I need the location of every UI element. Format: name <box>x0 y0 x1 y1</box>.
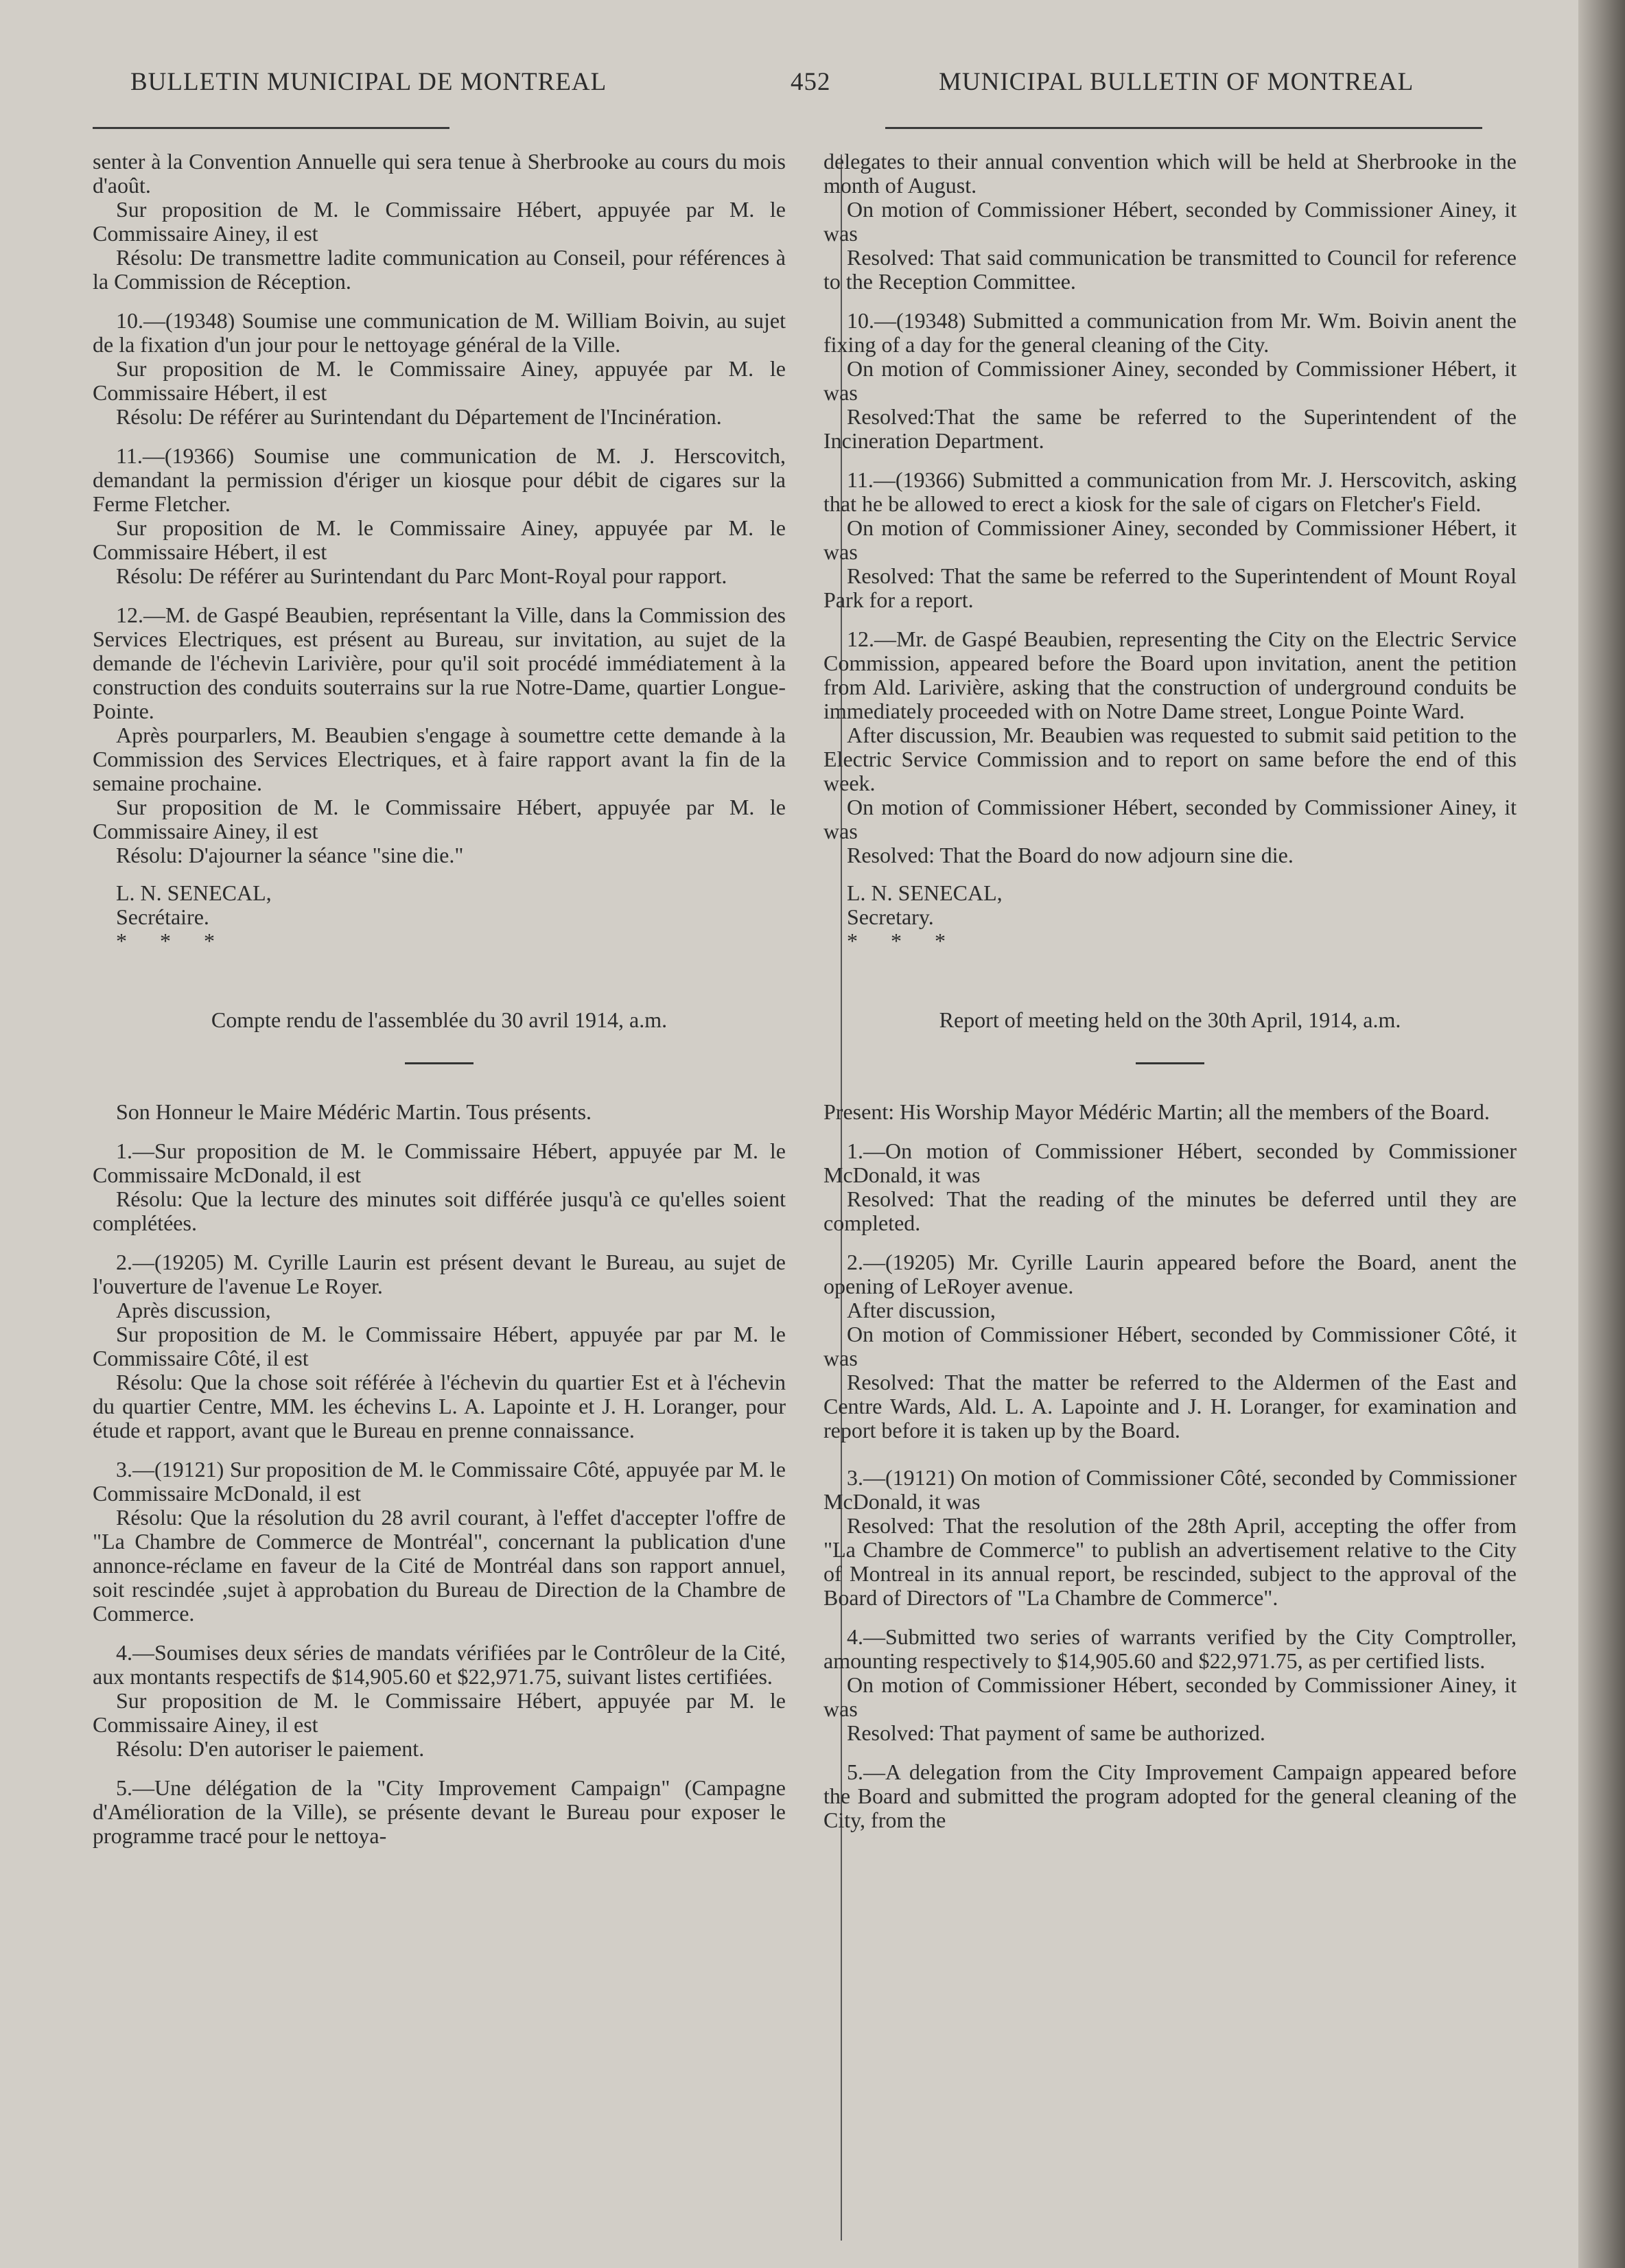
header-rule-left <box>93 127 449 129</box>
paragraph: 1.—On motion of Commissioner Hébert, seconded by Commissioner McDonald, it was <box>823 1138 1517 1187</box>
header-rule-right <box>885 127 1482 129</box>
paragraph: Resolved: That payment of same be authorized. <box>847 1720 1265 1745</box>
report-title: Report of meeting held on the 30th April, 1914, a.m. <box>939 1007 1401 1032</box>
paragraph: Sur proposition de M. le Commissaire Hébert, appuyée par M. le Commissaire Ainey, il est <box>93 795 786 843</box>
paragraph: On motion of Commissioner Ainey, seconded by Commissioner Hébert, it was <box>823 356 1517 405</box>
paragraph: Sur proposition de M. le Commissaire Hébert, appuyée par M. le Commissaire Ainey, il est <box>93 1688 786 1737</box>
paragraph: Sur proposition de M. le Commissaire Hébert, appuyée par M. le Commissaire Ainey, il est <box>93 197 786 246</box>
paragraph: Résolu: Que la lecture des minutes soit différée jusqu'à ce qu'elles soient complétées. <box>93 1186 786 1235</box>
signature-title: Secretary. <box>847 904 934 929</box>
paragraph: 5.—A delegation from the City Improvement Campaign appeared before the Board and submitted the program adopted for the general cleaning of the City, from the <box>823 1760 1517 1832</box>
paragraph: Resolved: That the resolution of the 28th April, accepting the offer from "La Chambre de Commerce" to publish an advertisement relative to the City of Montreal in its annual report, be rescinded, subject to the approval of the Board of Directors of "La Chambre de Commerce". <box>823 1513 1517 1610</box>
paragraph: Après discussion, <box>116 1298 271 1322</box>
paragraph: On motion of Commissioner Ainey, seconded by Commissioner Hébert, it was <box>823 515 1517 564</box>
paragraph: 4.—Soumises deux séries de mandats vérifiées par le Contrôleur de la Cité, aux montants respectifs de $14,905.60 et $22,971.75, suivant listes certifiées. <box>93 1640 786 1689</box>
paragraph: 10.—(19348) Soumise une communication de M. William Boivin, au sujet de la fixation d'un jour pour le nettoyage général de la Ville. <box>93 308 786 357</box>
paragraph: 2.—(19205) Mr. Cyrille Laurin appeared before the Board, anent the opening of LeRoyer avenue. <box>823 1250 1517 1298</box>
signature-name: L. N. SENECAL, <box>847 880 1003 905</box>
paragraph: Résolu: De transmettre ladite communication au Conseil, pour références à la Commission de Réception. <box>93 245 786 294</box>
paragraph: Resolved: That said communication be transmitted to Council for reference to the Reception Committee. <box>823 245 1517 294</box>
paragraph: 3.—(19121) Sur proposition de M. le Commissaire Côté, appuyée par M. le Commissaire McDonald, il est <box>93 1457 786 1506</box>
signature-title: Secrétaire. <box>116 904 209 929</box>
paragraph: 5.—Une délégation de la "City Improvement Campaign" (Campagne d'Amélioration de la Ville), se présente devant le Bureau pour exposer le programme tracé pour le nettoya- <box>93 1775 786 1848</box>
paragraph: 3.—(19121) On motion of Commissioner Côté, seconded by Commissioner McDonald, it was <box>823 1465 1517 1514</box>
paragraph: Sur proposition de M. le Commissaire Hébert, appuyée par par M. le Commissaire Côté, il est <box>93 1322 786 1370</box>
paragraph: Résolu: D'en autoriser le paiement. <box>116 1736 425 1761</box>
paragraph: 2.—(19205) M. Cyrille Laurin est présent devant le Bureau, au sujet de l'ouverture de l'avenue Le Royer. <box>93 1250 786 1298</box>
signature-name: L. N. SENECAL, <box>116 880 272 905</box>
section-separator: * * * <box>116 928 229 953</box>
paragraph: 12.—M. de Gaspé Beaubien, représentant la Ville, dans la Commission des Services Electriques, est présent au Bureau, sur invitation, au sujet de la demande de l'échevin Larivière, pour qu'il soit procédé immédiatement à la construction des conduits souterrains sur la rue Notre-Dame, quartier Longue-Pointe. <box>93 603 786 723</box>
report-title: Compte rendu de l'assemblée du 30 avril 1914, a.m. <box>211 1007 668 1032</box>
paragraph: 4.—Submitted two series of warrants verified by the City Comptroller, amounting respectively to $14,905.60 and $22,971.75, as per certified lists. <box>823 1624 1517 1673</box>
paragraph: 10.—(19348) Submitted a communication from Mr. Wm. Boivin anent the fixing of a day for the general cleaning of the City. <box>823 308 1517 357</box>
title-rule <box>405 1062 474 1064</box>
paragraph: Résolu: De référer au Surintendant du Parc Mont-Royal pour rapport. <box>116 563 727 588</box>
french-column <box>93 150 786 1848</box>
paragraph: On motion of Commissioner Hébert, seconded by Commissioner Ainey, it was <box>823 1672 1517 1721</box>
paragraph: Resolved: That the Board do now adjourn sine die. <box>847 843 1294 867</box>
english-column <box>823 150 1517 1832</box>
paragraph: After discussion, Mr. Beaubien was requested to submit said petition to the Electric Service Commission and to report on same before the end of this week. <box>823 723 1517 795</box>
paragraph: Résolu: De référer au Surintendant du Département de l'Incinération. <box>116 404 722 429</box>
paragraph: Resolved:That the same be referred to the Superintendent of the Incineration Department. <box>823 404 1517 453</box>
paragraph: delegates to their annual convention which will be held at Sherbrooke in the month of August. <box>823 149 1517 198</box>
paragraph: 11.—(19366) Submitted a communication from Mr. J. Herscovitch, asking that he be allowed to erect a kiosk for the sale of cigars on Fletcher's Field. <box>823 467 1517 516</box>
paragraph: 1.—Sur proposition de M. le Commissaire Hébert, appuyée par M. le Commissaire McDonald, il est <box>93 1138 786 1187</box>
page-number: 452 <box>791 68 831 96</box>
paragraph: Résolu: D'ajourner la séance "sine die." <box>116 843 464 867</box>
section-separator: * * * <box>847 928 959 953</box>
header-right-title: MUNICIPAL BULLETIN OF MONTREAL <box>939 68 1414 96</box>
paragraph: On motion of Commissioner Hébert, seconded by Commissioner Ainey, it was <box>823 795 1517 843</box>
header-left-title: BULLETIN MUNICIPAL DE MONTREAL <box>130 68 607 96</box>
paragraph: Après pourparlers, M. Beaubien s'engage à soumettre cette demande à la Commission des Services Electriques, et à faire rapport avant la fin de la semaine prochaine. <box>93 723 786 795</box>
paragraph: Resolved: That the same be referred to the Superintendent of Mount Royal Park for a report. <box>823 563 1517 612</box>
paragraph: Résolu: Que la résolution du 28 avril courant, à l'effet d'accepter l'offre de "La Chambre de Commerce de Montréal", concernant la publication d'une annonce-réclame en faveur de la Cité de Montréal dans son rapport annuel, soit rescindée ,sujet à approbation du Bureau de Direction de la Chambre de Commerce. <box>93 1505 786 1626</box>
paragraph: 12.—Mr. de Gaspé Beaubien, representing the City on the Electric Service Commission, appeared before the Board upon invitation, anent the petition from Ald. Larivière, asking that the construction of underground conduits be immediately proceeded with on Notre Dame street, Longue Pointe Ward. <box>823 627 1517 723</box>
paragraph: On motion of Commissioner Hébert, seconded by Commissioner Ainey, it was <box>823 197 1517 246</box>
page-edge-shadow <box>1578 0 1625 2268</box>
paragraph: Résolu: Que la chose soit référée à l'échevin du quartier Est et à l'échevin du quartier Centre, MM. les échevins L. A. Lapointe et J. H. Loranger, pour étude et rapport, avant que le Bureau en prenne connaissance. <box>93 1370 786 1442</box>
paragraph: Sur proposition de M. le Commissaire Ainey, appuyée par M. le Commissaire Hébert, il est <box>93 356 786 405</box>
paragraph: After discussion, <box>847 1298 996 1322</box>
paragraph: Resolved: That the reading of the minutes be deferred until they are completed. <box>823 1186 1517 1235</box>
paragraph: Resolved: That the matter be referred to the Aldermen of the East and Centre Wards, Ald. L. A. Lapointe and J. H. Loranger, for examination and report before it is taken up by the Board. <box>823 1370 1517 1442</box>
title-rule <box>1136 1062 1204 1064</box>
paragraph: On motion of Commissioner Hébert, seconded by Commissioner Côté, it was <box>823 1322 1517 1370</box>
paragraph: Present: His Worship Mayor Médéric Martin; all the members of the Board. <box>823 1099 1490 1124</box>
paragraph: Son Honneur le Maire Médéric Martin. Tous présents. <box>116 1099 592 1124</box>
paragraph: 11.—(19366) Soumise une communication de M. J. Herscovitch, demandant la permission d'ériger un kiosque pour débit de cigares sur la Ferme Fletcher. <box>93 443 786 516</box>
paragraph: Sur proposition de M. le Commissaire Ainey, appuyée par M. le Commissaire Hébert, il est <box>93 515 786 564</box>
paragraph: senter à la Convention Annuelle qui sera tenue à Sherbrooke au cours du mois d'août. <box>93 149 786 198</box>
